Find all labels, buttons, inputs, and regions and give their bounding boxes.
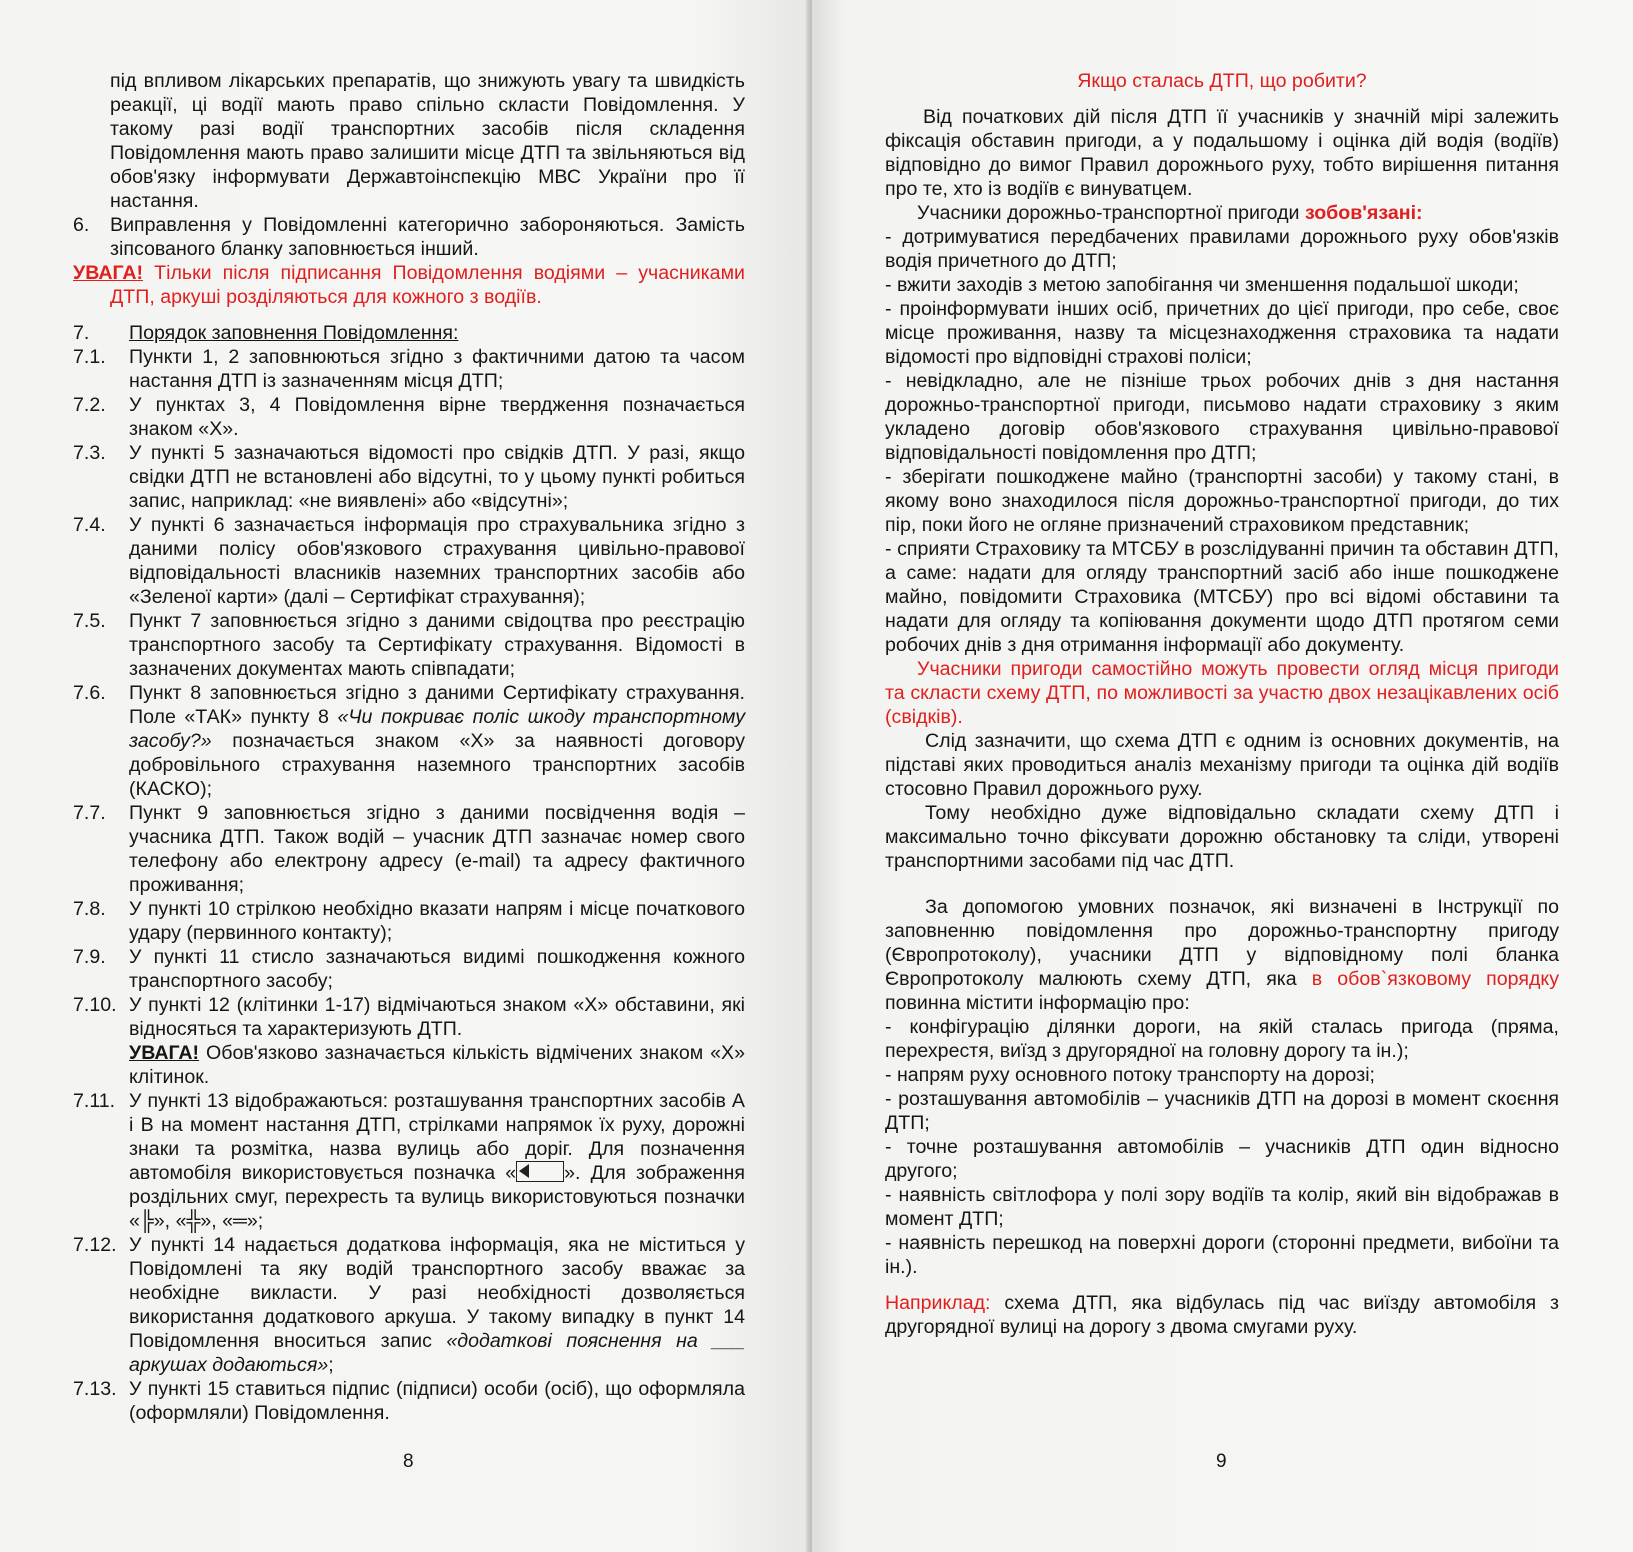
item-text: У пункті 12 (клітинки 1-17) відмічаються знаком «Х» обставини, які відносяться та характеризують ДТП.: [129, 994, 745, 1040]
item-text: У пункті 10 стрілкою необхідно вказати напрям і місце початкового удару (первинного контакту);: [129, 898, 745, 944]
example-label: Наприклад:: [885, 1292, 991, 1314]
item-number: 7.12.: [73, 1234, 117, 1256]
duty-item: - сприяти Страховику та МТСБУ в розслідуванні причин та обставин ДТП, а саме: надати для огляду транспортний засіб або інше пошкоджене майно, повідомити Страховика (МТСБУ) про всі відомі обставини та надати для огляду та копіювання документи щодо ДТП протягом семи робочих днів з дня отримання інформації або документу.: [885, 538, 1559, 656]
duty-item: - дотримуватися передбачених правилами дорожнього руху обов'язків водія причетного до ДТП;: [885, 226, 1559, 272]
item-text: [129, 681, 745, 801]
item-number: 7.11.: [73, 1090, 116, 1112]
list-item: [73, 1089, 745, 1233]
item-text: Виправлення у Повідомленні категорично забороняються. Замість зіпсованого бланку заповнюється інший.: [110, 214, 745, 260]
item-number: 7.13.: [73, 1378, 117, 1400]
duties-intro-text: Учасники дорожньо-транспортної пригоди: [917, 202, 1305, 224]
item-number: 7.6.: [73, 682, 106, 704]
note-block: [73, 1041, 745, 1089]
info-item: - розташування автомобілів – учасників ДТП на дорозі в момент скоєння ДТП;: [885, 1088, 1559, 1134]
item-text-part: ;: [328, 1354, 334, 1376]
list-item: [73, 609, 745, 681]
note-body: Обов'язково зазначається кількість відмічених знаком «Х» клітинок.: [129, 1042, 745, 1088]
item-number: 7.2.: [73, 394, 106, 416]
item-number: 7.7.: [73, 802, 106, 824]
list-item: [73, 993, 745, 1041]
info-item: - точне розташування автомобілів – учасників ДТП один відносно другого;: [885, 1136, 1559, 1182]
item-text: [129, 1089, 745, 1233]
warning-label: УВАГА!: [73, 262, 144, 284]
item-text: [129, 1233, 745, 1377]
duties-label: зобов'язані:: [1304, 202, 1423, 224]
item-italic-question: «Чи покриває поліс шкоду транспортному засобу?»: [129, 706, 745, 752]
item-number: 7.5.: [73, 610, 106, 632]
warning-text: Тільки після підписання Повідомлення водіями – учасниками ДТП, аркуші розділяються для кожного з водіїв.: [110, 262, 745, 308]
item-number: 7.1.: [73, 346, 106, 368]
item-text: У пункті 11 стисло зазначаються видимі пошкодження кожного транспортного засобу;: [129, 946, 745, 992]
info-item: - наявність перешкод на поверхні дороги (сторонні предмети, вибоїни та ін.).: [885, 1232, 1559, 1278]
duty-item: - вжити заходів з метою запобігання чи зменшення подальшої шкоди;: [885, 274, 1519, 296]
item-number: 7.10.: [73, 994, 117, 1016]
scheme-paragraph: [885, 895, 1559, 1015]
item-number: 7.4.: [73, 514, 106, 536]
section-7-heading: [73, 321, 745, 345]
item-text: Пункт 9 заповнюється згідно з даними посвідчення водія – учасника ДТП. Також водій – учасник ДТП зазначає номер свого телефону або електрону адресу (e-mail) та адресу фактичного проживання;: [129, 802, 745, 896]
item-text-part: ». Для зображення роздільних смуг, перехресть та вулиць використовуються позначки «╠», «╬», «═»;: [129, 1162, 745, 1232]
list-item: [73, 513, 745, 609]
list-item: [73, 1377, 745, 1425]
info-item: - напрям руху основного потоку транспорту на дорозі;: [885, 1064, 1376, 1086]
duty-item: - невідкладно, але не пізніше трьох робочих днів з дня настання дорожньо-транспортної пригоди, письмово надати страховику з яким укладено договір обов'язкового страхування цивільно-правової відповідальності повідомлення про ДТП;: [885, 370, 1559, 464]
list-item: [73, 441, 745, 513]
list-item: [73, 1233, 745, 1377]
note-text: [129, 1041, 745, 1089]
note-label: УВАГА!: [129, 1042, 200, 1064]
list-item-6: [73, 213, 745, 261]
list-item: [73, 345, 745, 393]
left-page-text: [73, 69, 745, 1425]
page-number-right: 9: [1216, 1451, 1227, 1472]
paragraph: Від початкових дій після ДТП її учасників у значній мірі залежить фіксація обставин пригоди, а у подальшому і оцінка дій водія (водіїв) відповідно до вимог Правил дорожнього руху, тобто вирішення питання про те, хто із водіїв є винуватцем.: [885, 106, 1559, 200]
item-number: 7.3.: [73, 442, 106, 464]
right-page-text: [885, 69, 1559, 1339]
list-item: [73, 393, 745, 441]
page-number-left: 8: [403, 1451, 414, 1472]
item-italic-note: «додаткові пояснення на ___ аркушах додаються»: [129, 1330, 745, 1376]
example-paragraph: [885, 1291, 1559, 1339]
item-text-part: У пункті 13 відображаються: розташування транспортних засобів А і В на момент настання ДТП, стрілками напрямок їх руху, дорожні знаки та розмітка, назва вулиць або доріг. Для позначення автомобіля використовується позначка «: [129, 1090, 745, 1184]
duty-item: - проінформувати інших осіб, причетних до цієї пригоди, про себе, своє місце проживання, назву та місцезнаходження страховика та надати відомості про відповідні страхові поліси;: [885, 298, 1559, 368]
spacer: [885, 1279, 1559, 1291]
item-number: 6.: [73, 214, 90, 236]
note-spacer: [73, 1041, 129, 1089]
spacer: [73, 309, 745, 321]
list-item: [73, 945, 745, 993]
item-text-part: позначається знаком «Х» за наявності договору добровільного страхування наземного транспортних засобів (КАСКО);: [129, 730, 745, 800]
paragraph: Слід зазначити, що схема ДТП є одним із основних документів, на підставі яких проводиться аналіз механізму пригоди та оцінка дій водіїв стосовно Правил дорожнього руху.: [885, 730, 1559, 800]
item-text: Пункт 7 заповнюється згідно з даними свідоцтва про реєстрацію транспортного засобу та Сертифікату страхування. Відомості в зазначених документах мають співпадати;: [129, 610, 745, 680]
item-text: У пункті 5 зазначаються відомості про свідків ДТП. У разі, якщо свідки ДТП не встановлені або відсутні, то у цьому пункті робиться запис, наприклад: «не виявлені» або «відсутні»;: [129, 442, 745, 512]
duties-intro: [885, 201, 1559, 225]
red-paragraph: Учасники пригоди самостійно можуть провести огляд місця пригоди та скласти схему ДТП, по можливості за участю двох незацікавлених осіб (свідків).: [885, 658, 1559, 728]
section-title: Порядок заповнення Повідомлення:: [129, 322, 459, 344]
item-text: У пункті 6 зазначається інформація про страхувальника згідно з даними полісу обов'язкового страхування цивільно-правової відповідальності власників наземних транспортних засобів або «Зеленої карти» (далі – Сертифікат страхування);: [129, 514, 745, 608]
section-number: 7.: [73, 322, 90, 344]
info-item: - наявність світлофора у полі зору водіїв та колір, який він відображав в момент ДТП;: [885, 1184, 1559, 1230]
item-text: Пункти 1, 2 заповнюються згідно з фактичними датою та часом настання ДТП із зазначенням місця ДТП;: [129, 346, 745, 392]
info-item: - конфігурацію ділянки дороги, на якій сталась пригода (пряма, перехрестя, виїзд з другорядної на головну дорогу та ін.);: [885, 1016, 1559, 1062]
paragraph-text: За допомогою умовних позначок, які визначені в Інструкції по заповненню повідомлення про дорожньо-транспортну пригоду (Європротоколу), учасники ДТП у відповідному полі бланка Європротоколу малюють схему ДТП, яка: [885, 896, 1559, 990]
item-text: У пункті 15 ставиться підпис (підписи) особи (осіб), що оформляла (оформляли) Повідомлення.: [129, 1378, 745, 1424]
item-text-part: Пункт 8 заповнюється згідно з даними Сертифікату страхування. Поле «ТАК» пункту 8: [129, 682, 745, 728]
duty-item: - зберігати пошкоджене майно (транспортні засоби) у такому стані, в якому воно знаходилося після дорожньо-транспортної пригоди, до тих пір, поки його не огляне призначений страховиком представник;: [885, 466, 1559, 536]
spacer: [885, 873, 1559, 895]
left-page: [0, 0, 812, 1552]
item-number: 7.8.: [73, 898, 106, 920]
list-item: [73, 681, 745, 801]
warning-paragraph: [73, 261, 745, 309]
example-text: схема ДТП, яка відбулась під час виїзду автомобіля з другорядної вулиці на дорогу з двома смугами руху.: [885, 1292, 1559, 1338]
page-heading: Якщо сталась ДТП, що робити?: [1077, 70, 1367, 92]
car-symbol-icon: [516, 1161, 564, 1182]
intro-paragraph: під впливом лікарських препаратів, що знижують увагу та швидкість реакції, ці водії мають право спільно скласти Повідомлення. У такому разі водії транспортних засобів після складення Повідомлення мають право залишити місце ДТП та звільняються від обов'язку інформувати Державтоінспекцію МВС України про її настання.: [110, 70, 745, 212]
mandatory-text: в обов`язковому порядку: [1311, 968, 1559, 990]
list-item: [73, 897, 745, 945]
item-text: У пунктах 3, 4 Повідомлення вірне твердження позначається знаком «Х».: [129, 394, 745, 440]
paragraph: Тому необхідно дуже відповідально складати схему ДТП і максимально точно фіксувати дорожню обстановку та сліди, утворені транспортними засобами під час ДТП.: [885, 802, 1559, 872]
list-item: [73, 801, 745, 897]
item-text-part: У пункті 14 надається додаткова інформація, яка не міститься у Повідомлені та яку водій транспортного засобу вважає за необхідне викласти. У разі необхідності дозволяється використання додаткового аркуша. У такому випадку в пункт 14 Повідомлення вноситься запис: [129, 1234, 745, 1352]
item-number: 7.9.: [73, 946, 106, 968]
spacer: [885, 93, 1559, 105]
paragraph-text: повинна містити інформацію про:: [885, 992, 1190, 1014]
